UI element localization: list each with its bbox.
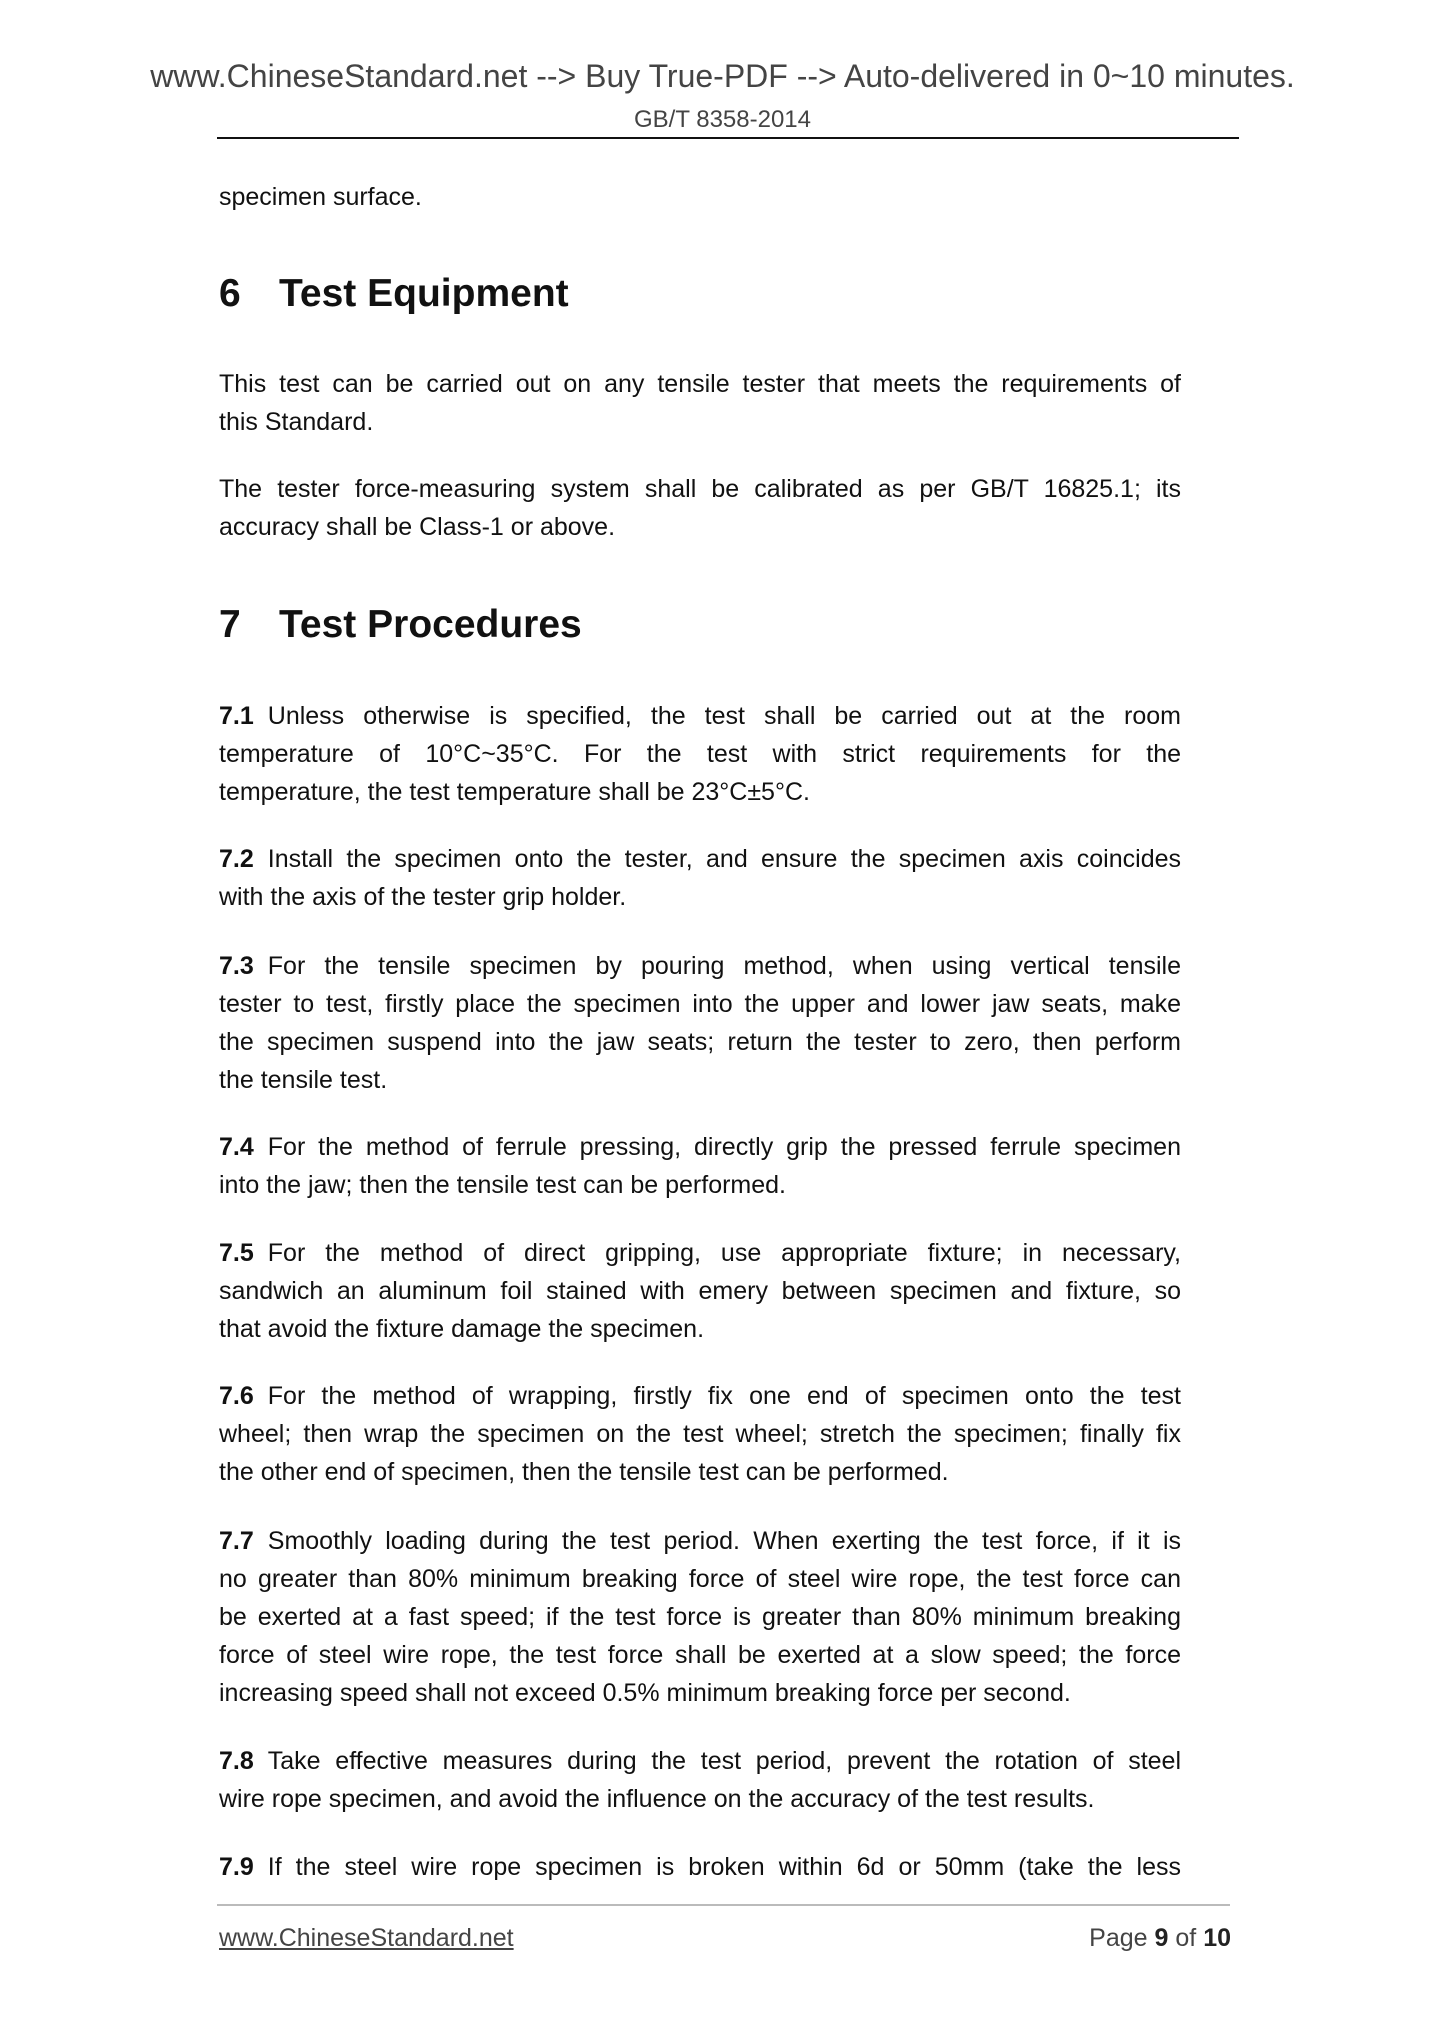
clause-number: 7.7 <box>219 1527 254 1555</box>
text-line <box>219 878 1181 916</box>
section-heading <box>219 603 582 647</box>
line-text: be exerted at a fast speed; if the test force is greater than 80% minimum breaking <box>219 1603 1181 1631</box>
line-text: no greater than 80% minimum breaking force of steel wire rope, the test force can <box>219 1565 1181 1593</box>
line-text: Unless otherwise is specified, the test shall be carried out at the room <box>267 702 1181 730</box>
line-text: This test can be carried out on any tensile tester that meets the requirements of <box>219 370 1181 398</box>
clause-paragraph <box>219 1742 1181 1818</box>
line-text: the other end of specimen, then the tensile test can be performed. <box>219 1458 949 1486</box>
footer-divider <box>217 1904 1230 1906</box>
text-line <box>219 735 1181 773</box>
line-text: temperature, the test temperature shall be 23°C±5°C. <box>219 778 810 806</box>
line-text: force of steel wire rope, the test force shall be exerted at a slow speed; the force <box>219 1641 1181 1669</box>
clause-number: 7.8 <box>219 1747 254 1775</box>
footer-website-link[interactable]: www.ChineseStandard.net <box>219 1924 514 1952</box>
clause-number: 7.1 <box>219 702 254 730</box>
line-text: the specimen suspend into the jaw seats; return the tester to zero, then perform <box>219 1028 1181 1056</box>
total-pages: 10 <box>1203 1924 1231 1952</box>
text-line <box>219 773 1181 811</box>
text-line <box>219 508 1181 546</box>
text-line <box>219 1780 1181 1818</box>
text-line <box>219 1310 1181 1348</box>
clause-number: 7.3 <box>219 952 254 980</box>
text-line <box>219 1377 1181 1415</box>
paragraph <box>219 470 1181 546</box>
line-text: If the steel wire rope specimen is broken within 6d or 50mm (take the less <box>267 1853 1181 1881</box>
text-line <box>219 1636 1181 1674</box>
text-line <box>219 470 1181 508</box>
clause-paragraph <box>219 1128 1181 1204</box>
line-text: wire rope specimen, and avoid the influence on the accuracy of the test results. <box>219 1785 1095 1813</box>
line-text: with the axis of the tester grip holder. <box>219 883 627 911</box>
clause-paragraph <box>219 1522 1181 1712</box>
line-text: For the method of ferrule pressing, directly grip the pressed ferrule specimen <box>267 1133 1181 1161</box>
clause-number: 7.4 <box>219 1133 254 1161</box>
text-line <box>219 1128 1181 1166</box>
line-text: tester to test, firstly place the specimen into the upper and lower jaw seats, make <box>219 990 1181 1018</box>
paragraph <box>219 178 1181 216</box>
text-line <box>219 1415 1181 1453</box>
line-text: temperature of 10°C~35°C. For the test with strict requirements for the <box>219 740 1181 768</box>
clause-number: 7.2 <box>219 845 254 873</box>
section-number: 6 <box>219 272 241 315</box>
page-indicator <box>1089 1924 1231 1953</box>
line-text: increasing speed shall not exceed 0.5% minimum breaking force per second. <box>219 1679 1071 1707</box>
clause-paragraph <box>219 1377 1181 1491</box>
text-line <box>219 1061 1181 1099</box>
section-number: 7 <box>219 603 241 646</box>
clause-paragraph <box>219 697 1181 811</box>
clause-number: 7.6 <box>219 1382 254 1410</box>
text-line <box>219 365 1181 403</box>
paragraph <box>219 365 1181 441</box>
line-text: Take effective measures during the test period, prevent the rotation of steel <box>267 1747 1181 1775</box>
text-line <box>219 697 1181 735</box>
line-text: The tester force-measuring system shall be calibrated as per GB/T 16825.1; its <box>219 475 1181 503</box>
text-line <box>219 1674 1181 1712</box>
clause-paragraph <box>219 1848 1181 1886</box>
text-line <box>219 947 1181 985</box>
text-line <box>219 1742 1181 1780</box>
line-text: For the method of direct gripping, use appropriate fixture; in necessary, <box>267 1239 1181 1267</box>
page-of-label: of <box>1175 1924 1197 1952</box>
clause-paragraph <box>219 1234 1181 1348</box>
current-page: 9 <box>1154 1924 1169 1952</box>
line-text: Install the specimen onto the tester, and ensure the specimen axis coincides <box>267 845 1181 873</box>
line-text: Smoothly loading during the test period. When exerting the test force, if it is <box>267 1527 1181 1555</box>
page-label: Page <box>1089 1924 1148 1952</box>
text-line <box>219 1023 1181 1061</box>
text-line <box>219 1522 1181 1560</box>
line-text: this Standard. <box>219 408 374 436</box>
clause-paragraph <box>219 840 1181 916</box>
clause-paragraph <box>219 947 1181 1099</box>
text-line <box>219 403 1181 441</box>
header-banner: www.ChineseStandard.net --> Buy True-PDF --> Auto-delivered in 0~10 minutes. <box>150 58 1295 94</box>
line-text: that avoid the fixture damage the specimen. <box>219 1315 705 1343</box>
line-text: into the jaw; then the tensile test can be performed. <box>219 1171 787 1199</box>
line-text: the tensile test. <box>219 1066 388 1094</box>
text-line <box>219 985 1181 1023</box>
line-text: specimen surface. <box>219 183 422 211</box>
text-line <box>219 1234 1181 1272</box>
text-line <box>219 1166 1181 1204</box>
clause-number: 7.9 <box>219 1853 254 1881</box>
line-text: For the method of wrapping, firstly fix one end of specimen onto the test <box>267 1382 1181 1410</box>
header-divider <box>217 137 1239 139</box>
section-title: Test Equipment <box>279 272 569 315</box>
section-heading <box>219 272 569 316</box>
line-text: wheel; then wrap the specimen on the test wheel; stretch the specimen; finally fix <box>219 1420 1181 1448</box>
text-line <box>219 1598 1181 1636</box>
line-text: For the tensile specimen by pouring method, when using vertical tensile <box>267 952 1181 980</box>
text-line <box>219 1560 1181 1598</box>
text-line <box>219 1272 1181 1310</box>
text-line <box>219 178 1181 216</box>
line-text: sandwich an aluminum foil stained with emery between specimen and fixture, so <box>219 1277 1181 1305</box>
text-line <box>219 840 1181 878</box>
line-text: accuracy shall be Class-1 or above. <box>219 513 616 541</box>
clause-number: 7.5 <box>219 1239 254 1267</box>
text-line <box>219 1453 1181 1491</box>
section-title: Test Procedures <box>279 603 582 646</box>
standard-number: GB/T 8358-2014 <box>633 106 811 133</box>
text-line <box>219 1848 1181 1886</box>
